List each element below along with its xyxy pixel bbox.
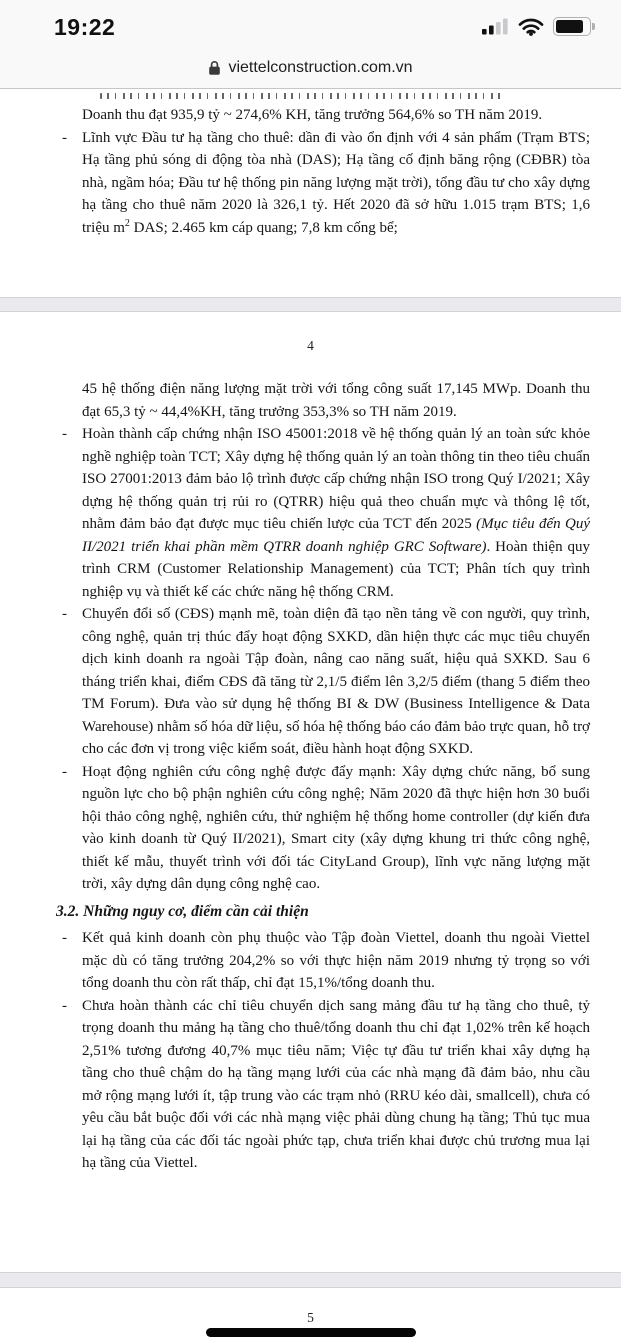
clipped-text-line — [100, 93, 505, 99]
bullet-marker: - — [62, 997, 67, 1014]
bullet-dependency — [62, 927, 590, 995]
bullet-text-italic: (Mục tiêu đến Quý II/2021 triển khai phần mềm QTRR doanh nghiệp GRC Software) — [82, 516, 590, 555]
bullet-research — [62, 761, 590, 896]
pdf-viewport[interactable] — [0, 89, 621, 1344]
bullet-marker: - — [62, 763, 67, 780]
lock-icon — [208, 60, 221, 76]
section-heading-3-2: 3.2. Những nguy cơ, điểm cần cải thiện — [56, 902, 309, 920]
bullet-marker: - — [62, 606, 67, 622]
status-bar — [0, 12, 621, 46]
bullet-text: Hoạt động nghiên cứu công nghệ được đẩy mạnh: Xây dựng chức năng, bổ sung nguồn lực cho bộ phận nghiên cứu công nghệ; Năm 2020 đã thực hiện hơn 30 buổi hội thảo công nghệ, nghiên cứu, thử nghiệm hệ thống home controller (dự kiến đưa vào kinh doanh từ Quý II/2021), Smart city (xây dựng khung tri thức công nghệ, thiết kế mẫu, thuyết trình với đối tác CityLand Group), lĩnh vực năng lượng mặt trời, xây dựng dân dụng công nghệ cao. — [82, 763, 590, 892]
page-number: 4 — [307, 338, 314, 353]
paragraph-revenue: Doanh thu đạt 935,9 tỷ ~ 274,6% KH, tăng trưởng 564,6% so TH năm 2019. — [82, 107, 543, 123]
url-text: viettelconstruction.com.vn — [228, 59, 413, 76]
bullet-text: Hoàn thành cấp chứng nhận ISO 45001:2018 về hệ thống quản lý an toàn sức khỏe nghề nghiệp toàn TCT; Xây dựng hệ thống quản lý an toàn thông tin theo tiêu chuẩn ISO 27001:2013 đảm bảo lộ trình được cấp chứng nhận ISO trong Quý I/2021; Xây dựng hệ thống quản trị rủi ro (QTRR) hiệu quả theo chuẩn mực và thông lệ tốt, nhằm đảm bảo đạt được mục tiêu chiến lược của TCT đến 2025 — [82, 426, 590, 532]
bullet-text: Lĩnh vực Đầu tư hạ tầng cho thuê: dần đi vào ổn định với 4 sản phẩm (Trạm BTS; Hạ tầng phủ sóng di động tòa nhà (DAS); Hạ tầng cố định băng rộng (CĐBR) tòa nhà, ngầm hóa; Đầu tư hệ thống pin năng lượng mặt trời), tổng đầu tư cho xây dựng hạ tầng cho thuê năm 2020 là 326,1 tỷ. Hết 2020 đã sở hữu 1.015 trạm BTS; 1,6 triệu m — [82, 129, 590, 236]
status-icons — [482, 17, 591, 36]
bullet-targets — [62, 995, 590, 1175]
bullet-iso — [62, 423, 591, 603]
page-gap — [0, 1272, 621, 1288]
page-3 — [0, 89, 621, 297]
clock: 19:22 — [54, 14, 116, 40]
bullet-text: Chưa hoàn thành các chỉ tiêu chuyển dịch sang mảng đầu tư hạ tầng cho thuê, tỷ trọng doanh thu mảng hạ tầng cho thuê/tổng doanh thu chỉ đạt 1,02% trên kế hoạch 2,51% tương đương 40,7% mục tiêu năm; Việc tự đầu tư triển khai xây dựng hạ tầng cho thuê chậm do hạ tầng mạng lưới của các nhà mạng đã đảm bảo, nhu cầu mở rộng mạng lưới ít, tập trung vào các trạm nhỏ (RRU kéo dài, smallcell), chưa có yêu cầu bắt buộc đối với các nhà mạng việc phải dùng chung hạ tầng; Thủ tục mua lại hạ tầng của các đối tác ngoài phức tạp, chưa triển khai được chủ trương mua lại hạ tầng của Viettel. — [82, 997, 590, 1171]
bullet-text: Kết quả kinh doanh còn phụ thuộc vào Tập đoàn Viettel, doanh thu ngoài Viettel mặc dù có tăng trưởng 204,2% so với thực hiện năm 2019 nhưng tỷ trọng so với tổng doanh thu còn rất thấp, chỉ đạt 15,1%/tổng doanh thu. — [82, 930, 590, 991]
bullet-marker: - — [62, 426, 67, 442]
page-number: 5 — [307, 1310, 314, 1325]
bullet-marker: - — [62, 930, 67, 946]
battery-icon — [553, 17, 591, 36]
home-indicator[interactable] — [206, 1328, 416, 1337]
url-bar[interactable] — [0, 55, 621, 81]
bullet-digital-transformation — [62, 603, 590, 761]
superscript-2: 2 — [124, 217, 130, 229]
bullet-text: DAS; 2.465 km cáp quang; 7,8 km cống bể; — [129, 219, 398, 236]
bullet-infra-lease — [62, 127, 590, 240]
wifi-icon — [518, 17, 544, 36]
page-4 — [0, 312, 621, 1272]
paragraph-solar: 45 hệ thống điện năng lượng mặt trời với tổng công suất 17,145 MWp. Doanh thu đạt 65,3 tỷ ~ 44,4%KH, tăng trưởng 353,3% so TH năm 2019. — [82, 381, 590, 420]
bullet-marker: - — [62, 129, 67, 146]
bullet-text: Chuyển đổi số (CĐS) mạnh mẽ, toàn diện đã tạo nền tảng về con người, quy trình, công nghệ, quản trị thúc đẩy hoạt động SXKD, dần hiện thực các mục tiêu chuyển dịch kinh doanh ra ngoài Tập đoàn, nâng cao năng suất, hiệu quả SXKD. Sau 6 tháng triển khai, điểm CĐS đã tăng từ 2,1/5 điểm lên 3,2/5 điểm (thang 5 điểm theo TM Forum). Đưa vào sử dụng hệ thống BI & DW (Business Intelligence & Data Warehouse) nhằm số hóa dữ liệu, số hóa hệ thống báo cáo đảm bảo trực quan, hỗ trợ cho các đơn vị trong việc kiểm soát, điều hành hoạt động SXKD. — [82, 606, 590, 757]
page-gap — [0, 297, 621, 312]
bullet-text: . Hoàn thiện quy trình CRM (Customer Relationship Management) của TCT; Phân tích quy trình nghiệp vụ và thiết kế các chức năng hệ thống CRM. — [82, 538, 591, 600]
cellular-signal-icon — [482, 18, 509, 35]
browser-top-bar — [0, 0, 621, 89]
